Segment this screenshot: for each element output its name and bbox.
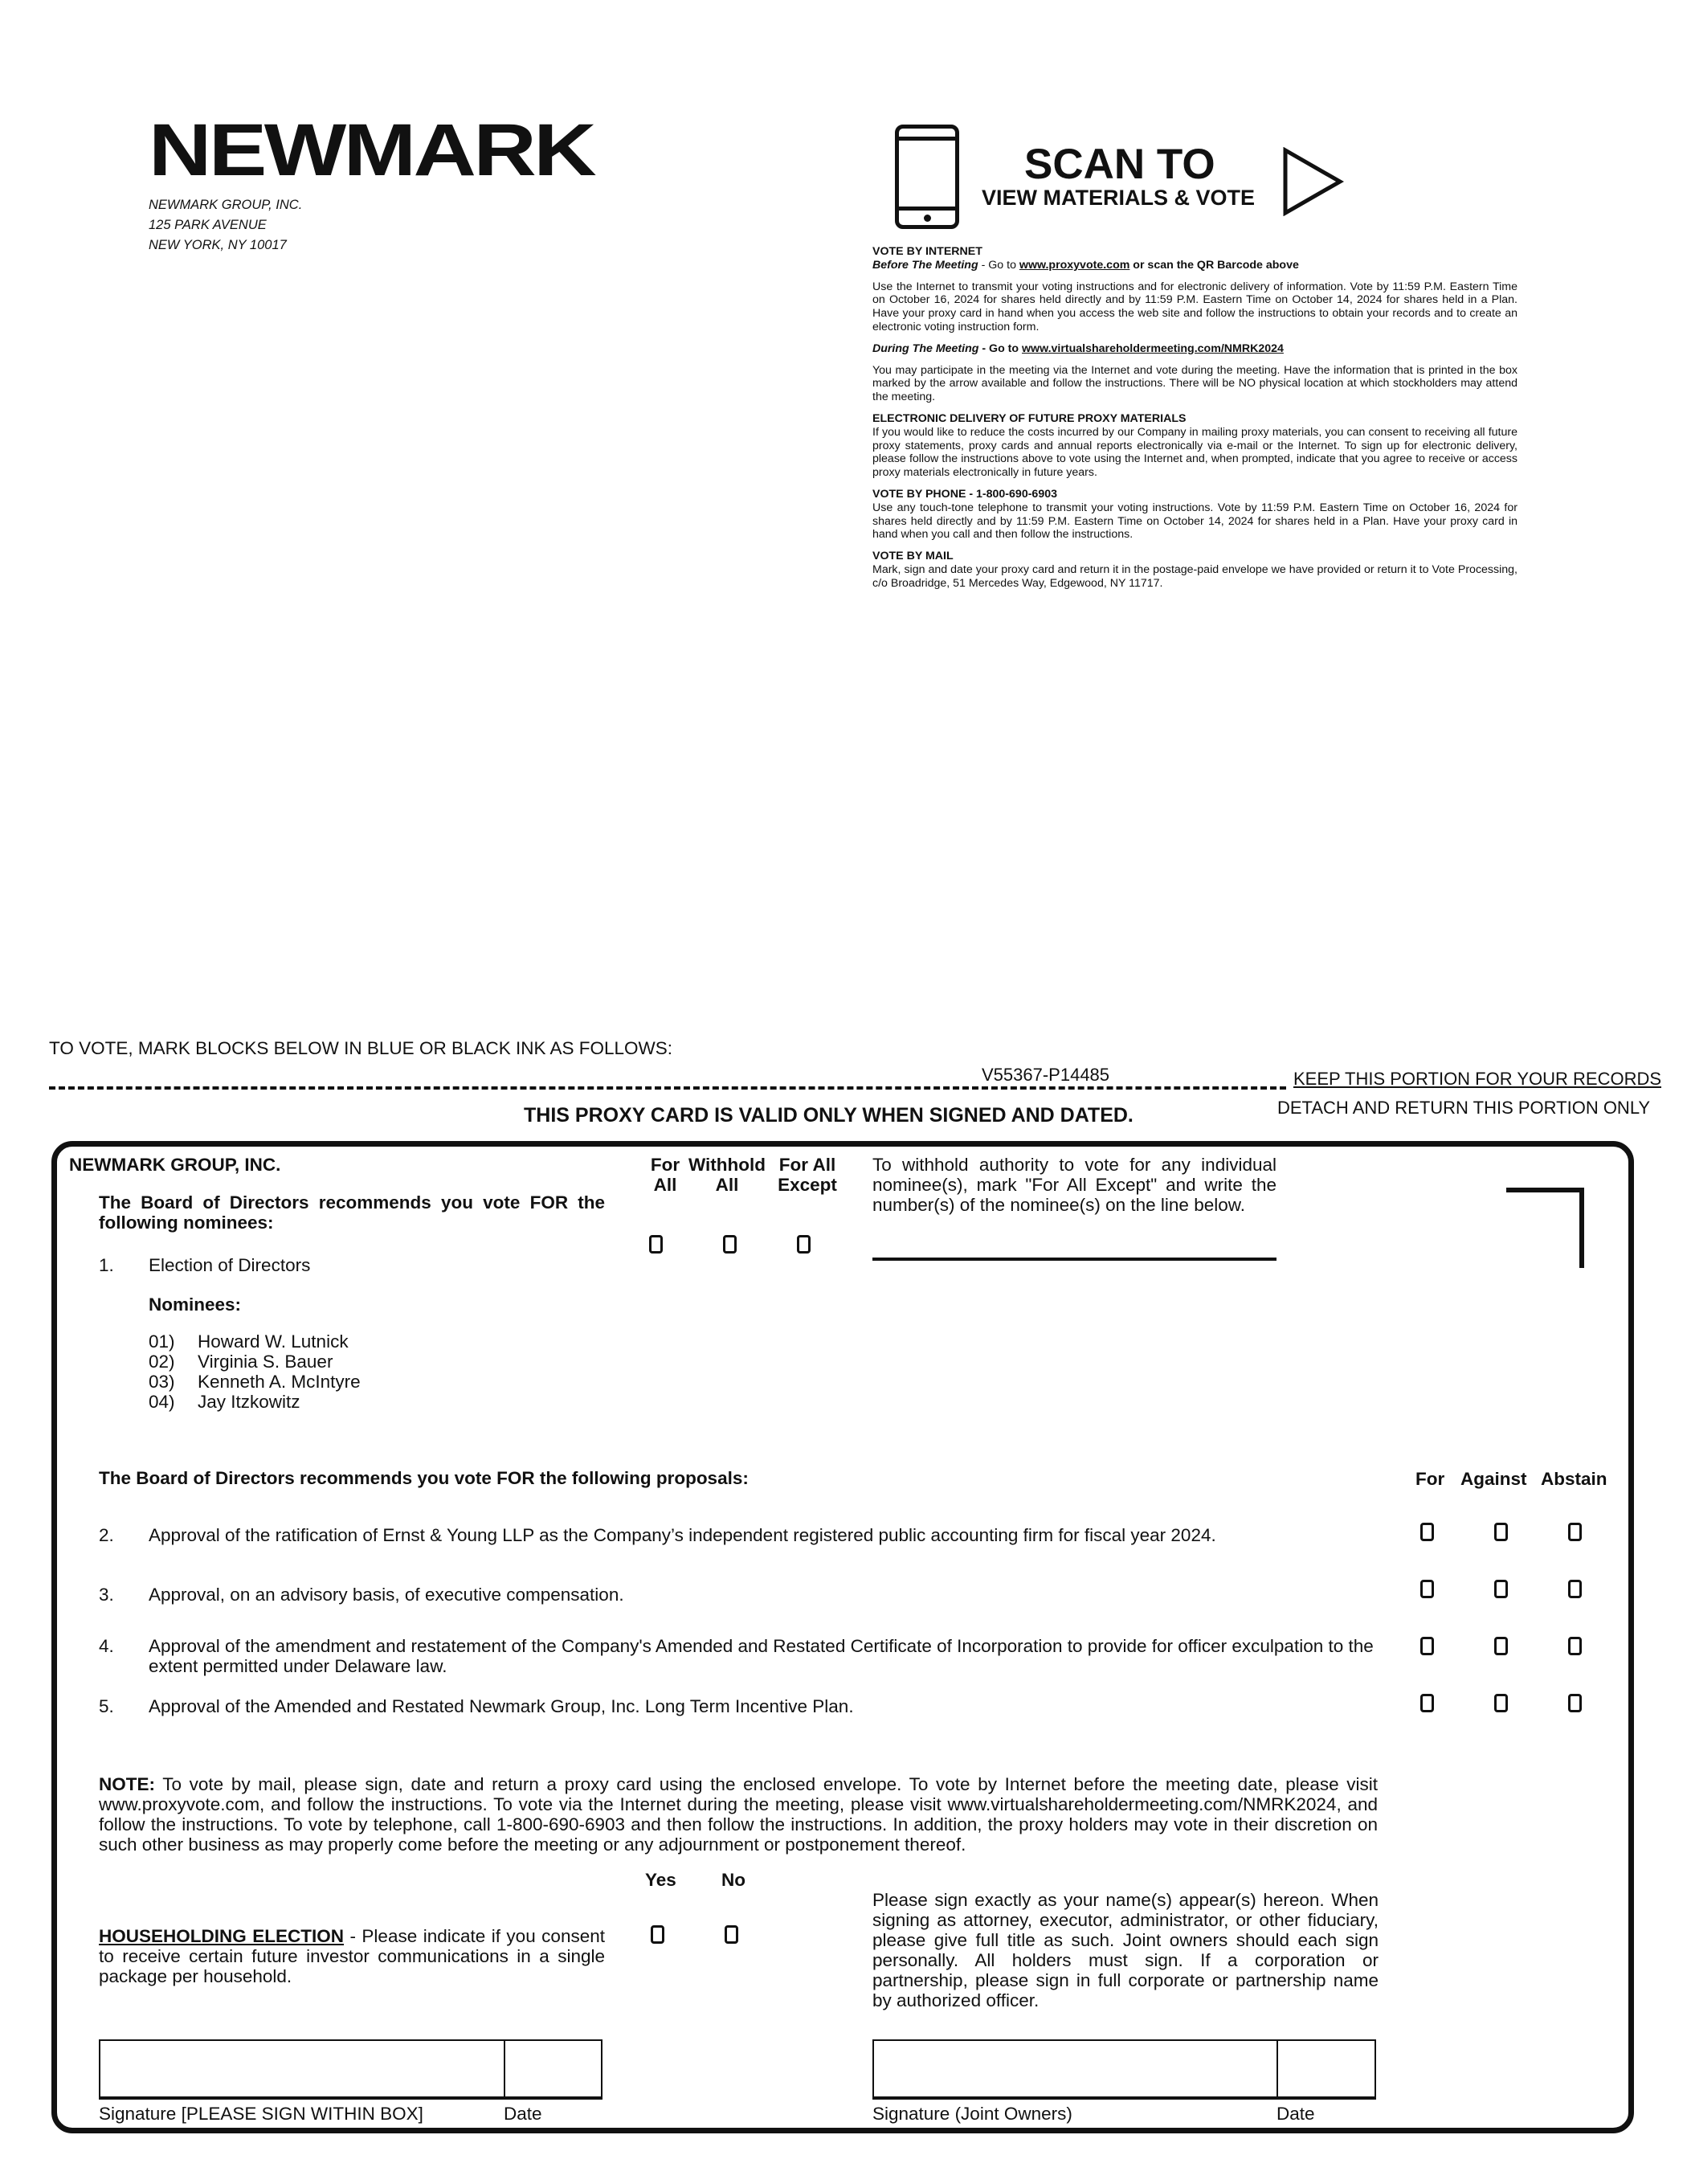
during-body: You may participate in the meeting via the Internet and vote during the meeting. Have the information that is printed in the box marked by the arrow available and follow the instructions. There will be NO physical location at which stockholders may attend the meeting. xyxy=(872,363,1517,404)
proposal-number: 3. xyxy=(99,1585,114,1605)
proposal-4-for-checkbox[interactable] xyxy=(1420,1637,1434,1655)
proposal-3-abstain-checkbox[interactable] xyxy=(1568,1580,1582,1598)
control-code: V55367-P14485 xyxy=(982,1065,1110,1085)
col-label: For All xyxy=(778,1155,836,1175)
phone-body: Use any touch-tone telephone to transmit your voting instructions. Vote by 11:59 P.M. Eastern Time on October 16, 2024 for shares held directly and by 11:59 P.M. Eastern Time on October 14, 2024 for shares held in a Plan. Have your proxy card in hand when you call and then follow the instructions. xyxy=(872,501,1517,542)
mark-instructions: TO VOTE, MARK BLOCKS BELOW IN BLUE OR BLACK INK AS FOLLOWS: xyxy=(49,1038,673,1058)
voting-instructions xyxy=(872,245,1517,599)
proposal-number: 4. xyxy=(99,1636,114,1656)
joint-signature-label: Signature (Joint Owners) xyxy=(872,2104,1072,2124)
proposal-text: Approval of the amendment and restatement of the Company's Amended and Restated Certificate of Incorporation to provide for officer exculpation to the extent permitted under Delaware law. xyxy=(149,1636,1374,1676)
sign-instructions: Please sign exactly as your name(s) appear(s) hereon. When signing as attorney, executor, administrator, or other fiduciary, please give full title as such. Joint owners should each sign personally. All holders must sign. If a corporation or partnership, please sign in full corporate or partnership name by authorized officer. xyxy=(872,1890,1379,2010)
householding-label: HOUSEHOLDING ELECTION xyxy=(99,1926,344,1946)
col-for: For xyxy=(1415,1469,1445,1489)
board-rec-proposals: The Board of Directors recommends you vote FOR the following proposals: xyxy=(99,1468,749,1488)
vote-internet-heading: VOTE BY INTERNET xyxy=(872,245,982,258)
nominee-name: Kenneth A. McIntyre xyxy=(198,1372,361,1392)
detach-line xyxy=(49,1086,1286,1090)
col-against: Against xyxy=(1460,1469,1527,1489)
proposal-5-for-checkbox[interactable] xyxy=(1420,1694,1434,1712)
phone-icon xyxy=(895,125,959,229)
joint-signature-date-divider xyxy=(1276,2039,1278,2100)
proposal-5-against-checkbox[interactable] xyxy=(1494,1694,1508,1712)
board-rec-nominees: The Board of Directors recommends you vote FOR the following nominees: xyxy=(99,1192,605,1233)
householding-text: - Please indicate if you consent to receive certain future investor communications in a single package per household. xyxy=(99,1926,605,1986)
nominees-label: Nominees: xyxy=(149,1294,242,1315)
date-label: Date xyxy=(504,2104,542,2124)
proposal-5-abstain-checkbox[interactable] xyxy=(1568,1694,1582,1712)
nominee-name: Virginia S. Bauer xyxy=(198,1352,333,1372)
for-all-checkbox[interactable] xyxy=(649,1235,663,1254)
nominee-number: 01) xyxy=(149,1331,175,1352)
mail-body: Mark, sign and date your proxy card and return it in the postage-paid envelope we have provided or return it to Vote Processing, c/o Broadridge, 51 Mercedes Way, Edgewood, NY 11717. xyxy=(872,562,1517,590)
item1-text: Election of Directors xyxy=(149,1255,311,1275)
col-no: No xyxy=(721,1870,745,1890)
withhold-instructions: To withhold authority to vote for any individual nominee(s), mark "For All Except" and write the number(s) of the nominee(s) on the line below. xyxy=(872,1155,1276,1215)
proposal-number: 5. xyxy=(99,1696,114,1716)
scan-title: SCAN TO xyxy=(1024,141,1215,188)
note-label: NOTE: xyxy=(99,1774,155,1794)
mail-heading: VOTE BY MAIL xyxy=(872,550,954,563)
col-label: All xyxy=(653,1175,677,1195)
virtual-meeting-link[interactable]: www.virtualshareholdermeeting.com/NMRK2024 xyxy=(1022,342,1284,355)
signature-box[interactable] xyxy=(99,2039,602,2100)
proposal-4-abstain-checkbox[interactable] xyxy=(1568,1637,1582,1655)
note-text: To vote by mail, please sign, date and return a proxy card using the enclosed envelope. To vote by Internet before the meeting date, please visit www.proxyvote.com, and follow the instructions. To vote via the Internet during the meeting, please visit www.virtualshareholdermeeting.com/NMRK2024, and follow the instructions. To vote by telephone, call 1-800-690-6903 and then follow the instructions. In addition, the proxy holders may vote in their discretion on such other business as may properly come before the meeting or any adjournment or postponement thereof. xyxy=(99,1774,1378,1855)
during-mid: - Go to xyxy=(978,342,1023,355)
address-line: NEW YORK, NY 10017 xyxy=(149,238,287,252)
withhold-all-checkbox[interactable] xyxy=(723,1235,737,1254)
proposal-2-for-checkbox[interactable] xyxy=(1420,1523,1434,1541)
proposal-2-abstain-checkbox[interactable] xyxy=(1568,1523,1582,1541)
internet-body: Use the Internet to transmit your voting instructions and for electronic delivery of information. Vote by 11:59 P.M. Eastern Time on October 16, 2024 for shares held directly and by 11:59 P.M. Eastern Time on October 14, 2024 for shares held in a Plan. Have your proxy card in hand when you access the web site and follow the instructions to obtain your records and to create an electronic voting instruction form. xyxy=(872,280,1517,333)
householding-paragraph xyxy=(99,1926,605,1986)
col-for-all xyxy=(649,1155,681,1195)
signature-date-divider xyxy=(504,2039,505,2100)
play-arrow-icon xyxy=(1282,147,1346,216)
address-line: 125 PARK AVENUE xyxy=(149,218,267,232)
proposal-number: 2. xyxy=(99,1525,114,1545)
during-meeting-label: During The Meeting xyxy=(872,342,979,355)
joint-signature-box[interactable] xyxy=(872,2039,1376,2100)
nominee-number-write-line[interactable] xyxy=(872,1258,1276,1261)
nominee-number: 02) xyxy=(149,1352,175,1372)
col-for-all-except xyxy=(771,1155,844,1195)
before-meeting-label: Before The Meeting xyxy=(872,258,978,272)
col-label: Except xyxy=(778,1175,837,1195)
keep-portion-label: KEEP THIS PORTION FOR YOUR RECORDS xyxy=(1293,1069,1662,1089)
address-line: NEWMARK GROUP, INC. xyxy=(149,198,303,212)
col-label: For xyxy=(650,1155,680,1175)
nominee-number: 04) xyxy=(149,1392,175,1412)
proposal-4-against-checkbox[interactable] xyxy=(1494,1637,1508,1655)
householding-no-checkbox[interactable] xyxy=(725,1925,738,1944)
col-abstain: Abstain xyxy=(1541,1469,1607,1489)
phone-heading: VOTE BY PHONE - 1-800-690-6903 xyxy=(872,487,1057,501)
nominee-name: Jay Itzkowitz xyxy=(198,1392,300,1412)
validity-notice: THIS PROXY CARD IS VALID ONLY WHEN SIGNED AND DATED. xyxy=(524,1104,1134,1127)
col-yes: Yes xyxy=(645,1870,676,1890)
col-label: Withhold xyxy=(688,1155,766,1175)
nominee-number: 03) xyxy=(149,1372,175,1392)
before-mid: - Go to xyxy=(978,258,1019,272)
company-address xyxy=(149,195,302,256)
newmark-logo: NEWMARK xyxy=(149,109,594,191)
proposal-text: Approval of the Amended and Restated Newmark Group, Inc. Long Term Incentive Plan. xyxy=(149,1696,854,1716)
item-number: 1. xyxy=(99,1255,114,1275)
corner-registration-mark xyxy=(1506,1188,1584,1268)
card-company-name: NEWMARK GROUP, INC. xyxy=(69,1155,281,1175)
detach-portion-label: DETACH AND RETURN THIS PORTION ONLY xyxy=(1277,1098,1651,1118)
col-label: All xyxy=(715,1175,739,1195)
nominee-name: Howard W. Lutnick xyxy=(198,1331,349,1352)
before-end: or scan the QR Barcode above xyxy=(1129,258,1299,272)
signature-label: Signature [PLEASE SIGN WITHIN BOX] xyxy=(99,2104,423,2124)
electronic-body: If you would like to reduce the costs incurred by our Company in mailing proxy materials, you can consent to receiving all future proxy statements, proxy cards and annual reports electronically via e-mail or the Internet. To sign up for electronic delivery, please follow the instructions above to vote using the Internet and, when prompted, indicate that you agree to receive or access proxy materials electronically in future years. xyxy=(872,425,1517,480)
proxyvote-link[interactable]: www.proxyvote.com xyxy=(1019,258,1130,272)
householding-yes-checkbox[interactable] xyxy=(651,1925,664,1944)
proposal-3-for-checkbox[interactable] xyxy=(1420,1580,1434,1598)
proposal-text: Approval of the ratification of Ernst & Young LLP as the Company’s independent registered public accounting firm for fiscal year 2024. xyxy=(149,1525,1216,1545)
proposal-2-against-checkbox[interactable] xyxy=(1494,1523,1508,1541)
joint-date-label: Date xyxy=(1276,2104,1315,2124)
col-withhold-all xyxy=(683,1155,771,1195)
proposal-3-against-checkbox[interactable] xyxy=(1494,1580,1508,1598)
proposal-text: Approval, on an advisory basis, of executive compensation. xyxy=(149,1585,624,1605)
scan-subtitle: VIEW MATERIALS & VOTE xyxy=(982,186,1256,210)
note-paragraph xyxy=(99,1774,1378,1855)
for-all-except-checkbox[interactable] xyxy=(797,1235,811,1254)
electronic-heading: ELECTRONIC DELIVERY OF FUTURE PROXY MATERIALS xyxy=(872,411,1187,425)
